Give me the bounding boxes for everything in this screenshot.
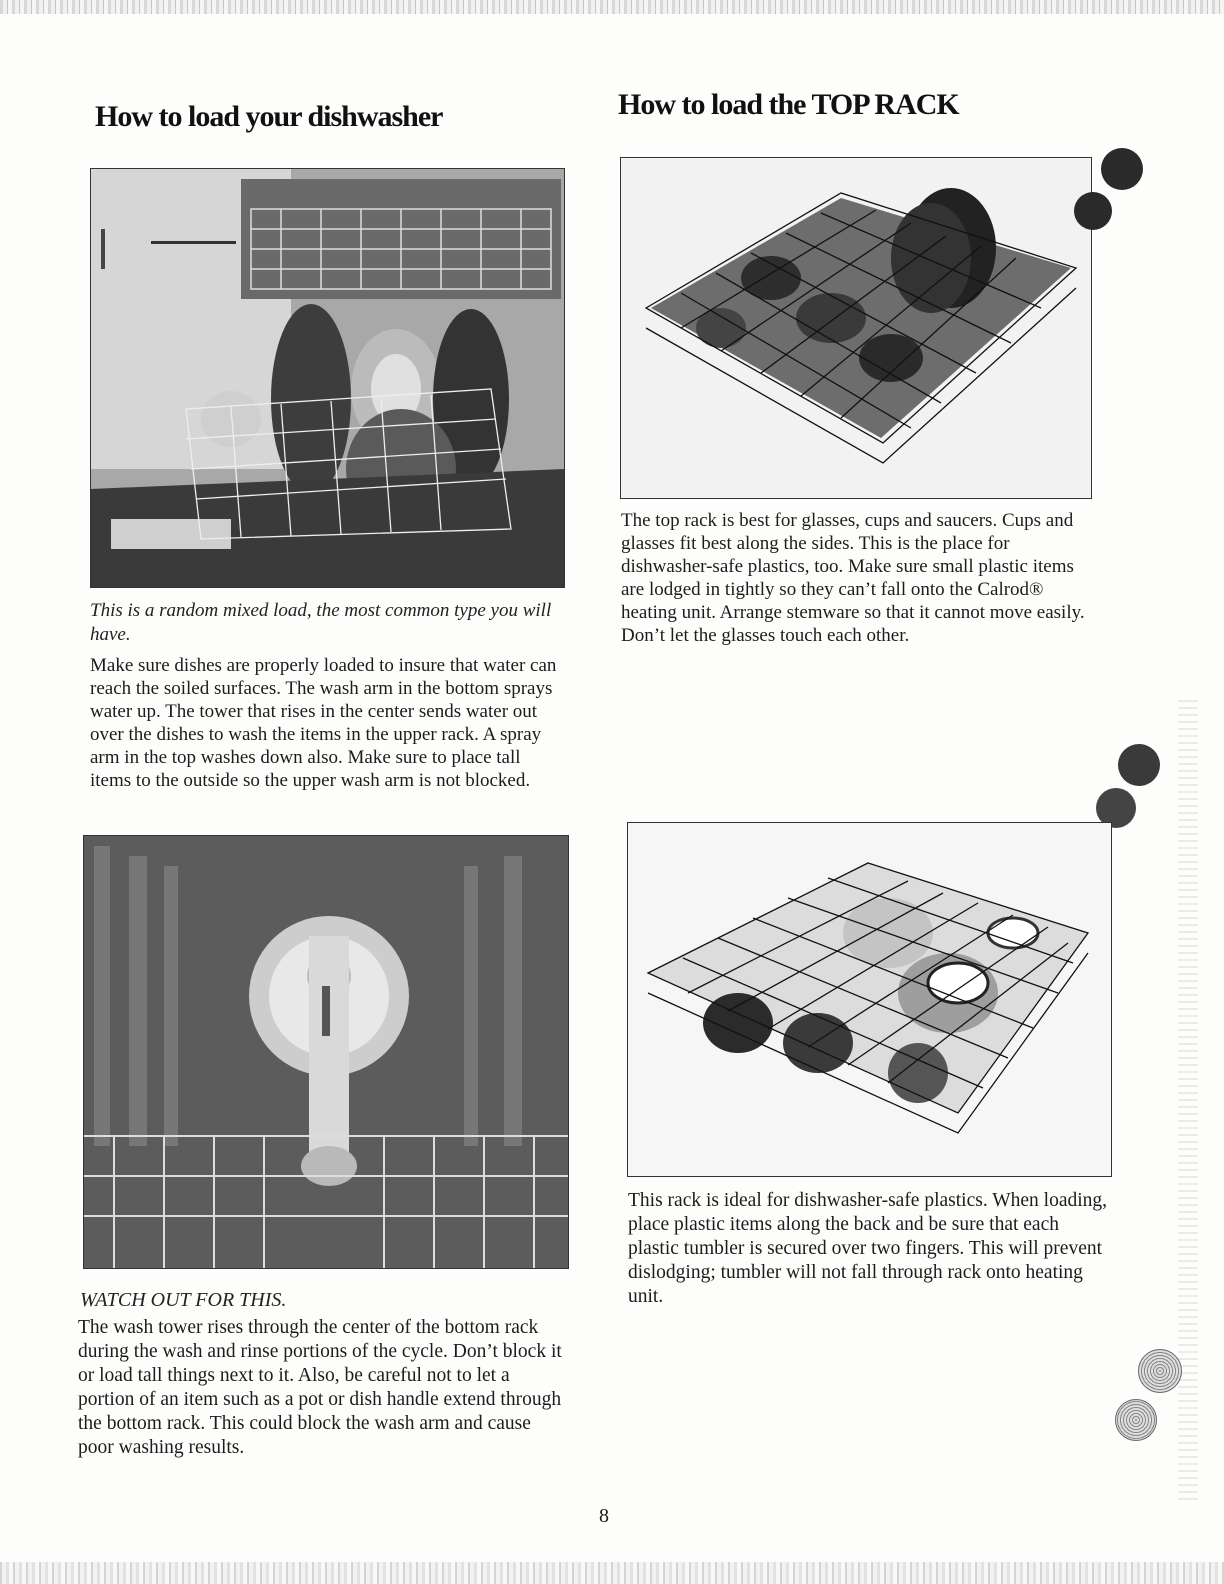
plastics-rack-text: This rack is ideal for dishwasher-safe plastics. When loading, place plastic items along the back and be sure that each plastic tumbler is secured over two fingers. This will prevent dislodging; tumbler will not fall through rack onto heating unit.	[628, 1190, 1108, 1307]
page-tab-marker	[1074, 192, 1112, 230]
right-heading: How to load the TOP RACK	[618, 88, 959, 121]
page-tab-marker	[1118, 744, 1160, 786]
scan-artifact-top	[0, 0, 1224, 14]
wash-tower-text: The wash tower rises through the center of the bottom rack during the wash and rinse portions of the cycle. Don’t block it or load tall things next to it. Also, be careful not to let a portion of an item such as a pot or dish handle extend through the bottom rack. This could block the wash arm and cause poor washing results.	[78, 1317, 562, 1458]
page-number: 8	[599, 1505, 609, 1527]
watch-out-caption: WATCH OUT FOR THIS.	[80, 1289, 287, 1311]
page-tab-marker	[1138, 1349, 1182, 1393]
mixed-load-photo	[90, 168, 565, 588]
left-heading: How to load your dishwasher	[95, 100, 443, 133]
top-rack-photo	[620, 157, 1092, 499]
mixed-load-caption: This is a random mixed load, the most common type you will have.	[90, 600, 552, 645]
plastics-rack-photo	[627, 822, 1112, 1177]
wash-tower-photo	[83, 835, 569, 1269]
page-tab-marker	[1115, 1399, 1157, 1441]
scan-artifact-right-edge	[1178, 700, 1198, 1500]
page-tab-marker	[1101, 148, 1143, 190]
top-rack-text: The top rack is best for glasses, cups and saucers. Cups and glasses fit best along the sides. This is the place for dishwasher-safe plastics, too. Make sure small plastic items are lodged in tightly so they can’t fall onto the Calrod® heating unit. Arrange stemware so that it cannot move easily. Don’t let the glasses touch each other.	[621, 510, 1085, 646]
scan-artifact-bottom	[0, 1562, 1224, 1584]
mixed-load-text: Make sure dishes are properly loaded to insure that water can reach the soiled surfaces. The wash arm in the bottom sprays water up. The tower that rises in the center sends water out over the dishes to wash the items in the upper rack. A spray arm in the top washes down also. Make sure to place tall items to the outside so the upper wash arm is not blocked.	[90, 655, 557, 791]
